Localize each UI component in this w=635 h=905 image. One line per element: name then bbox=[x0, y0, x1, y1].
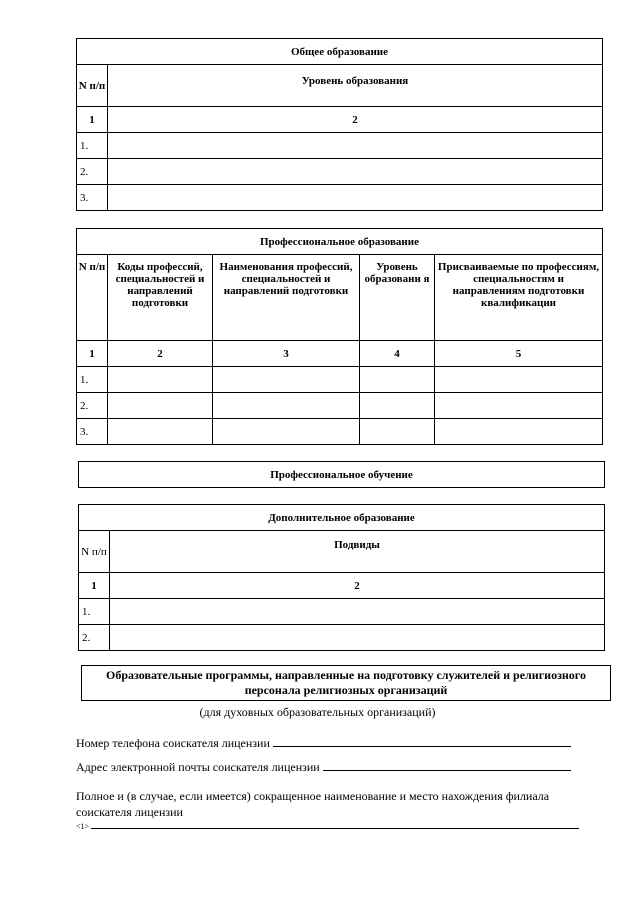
row-number: 2. bbox=[77, 393, 108, 419]
branch-field[interactable] bbox=[91, 828, 579, 829]
professional-education-title: Профессиональное образование bbox=[77, 229, 603, 255]
col-level-header: Уровень образовани я bbox=[360, 255, 435, 341]
col-level-header: Уровень образования bbox=[108, 65, 603, 107]
col-qualification-header: Присваиваемые по профессиям, специальностям и направлениям подготовки квалификации bbox=[435, 255, 603, 341]
professional-education-table bbox=[76, 228, 603, 445]
level-cell[interactable] bbox=[360, 393, 435, 419]
branch-label-line-1: Полное и (в случае, если имеется) сокращенное наименование и место нахождения филиала bbox=[76, 789, 550, 803]
additional-education-table bbox=[78, 504, 605, 651]
level-cell[interactable] bbox=[108, 185, 603, 211]
level-cell[interactable] bbox=[108, 159, 603, 185]
codes-cell[interactable] bbox=[108, 367, 213, 393]
email-label: Адрес электронной почты соискателя лицензии bbox=[76, 760, 320, 774]
codes-cell[interactable] bbox=[108, 393, 213, 419]
additional-education-title: Дополнительное образование bbox=[79, 505, 605, 531]
general-education-title: Общее образование bbox=[77, 39, 603, 65]
email-field[interactable] bbox=[323, 770, 571, 771]
index-cell: 4 bbox=[360, 341, 435, 367]
religious-programs-title: Образовательные программы, направленные на подготовку служителей и религиозного персонала религиозных организаций bbox=[82, 666, 611, 701]
row-number: 1. bbox=[77, 367, 108, 393]
level-cell[interactable] bbox=[108, 133, 603, 159]
professional-training-table bbox=[78, 461, 605, 488]
col-n-header: N п/п bbox=[77, 65, 108, 107]
row-number: 3. bbox=[77, 185, 108, 211]
branch-row bbox=[76, 822, 579, 831]
subtype-cell[interactable] bbox=[110, 599, 605, 625]
codes-cell[interactable] bbox=[108, 419, 213, 445]
col-n-header: N п/п bbox=[79, 531, 110, 573]
row-number: 2. bbox=[79, 625, 110, 651]
index-cell: 5 bbox=[435, 341, 603, 367]
index-cell: 2 bbox=[110, 573, 605, 599]
phone-label: Номер телефона соискателя лицензии bbox=[76, 736, 270, 750]
row-number: 3. bbox=[77, 419, 108, 445]
index-cell: 3 bbox=[213, 341, 360, 367]
names-cell[interactable] bbox=[213, 419, 360, 445]
religious-programs-note: (для духовных образовательных организаций) bbox=[199, 705, 436, 719]
names-cell[interactable] bbox=[213, 393, 360, 419]
level-cell[interactable] bbox=[360, 367, 435, 393]
general-education-table bbox=[76, 38, 603, 211]
phone-row bbox=[76, 736, 571, 751]
row-number: 1. bbox=[77, 133, 108, 159]
level-cell[interactable] bbox=[360, 419, 435, 445]
row-number: 1. bbox=[79, 599, 110, 625]
footnote-marker: <1> bbox=[76, 822, 90, 831]
religious-programs-table bbox=[81, 665, 611, 701]
qualification-cell[interactable] bbox=[435, 367, 603, 393]
col-codes-header: Коды профессий, специальностей и направлений подготовки bbox=[108, 255, 213, 341]
col-names-header: Наименования профессий, специальностей и направлений подготовки bbox=[213, 255, 360, 341]
col-n-header: N п/п bbox=[77, 255, 108, 341]
subtype-cell[interactable] bbox=[110, 625, 605, 651]
branch-label-line-2: соискателя лицензии bbox=[76, 805, 183, 819]
index-cell: 1 bbox=[77, 107, 108, 133]
phone-field[interactable] bbox=[273, 746, 571, 747]
index-cell: 1 bbox=[79, 573, 110, 599]
index-cell: 1 bbox=[77, 341, 108, 367]
index-cell: 2 bbox=[108, 341, 213, 367]
qualification-cell[interactable] bbox=[435, 419, 603, 445]
row-number: 2. bbox=[77, 159, 108, 185]
names-cell[interactable] bbox=[213, 367, 360, 393]
index-cell: 2 bbox=[108, 107, 603, 133]
qualification-cell[interactable] bbox=[435, 393, 603, 419]
email-row bbox=[76, 760, 571, 775]
professional-training-title: Профессиональное обучение bbox=[79, 462, 605, 488]
col-subtypes-header: Подвиды bbox=[110, 531, 605, 573]
